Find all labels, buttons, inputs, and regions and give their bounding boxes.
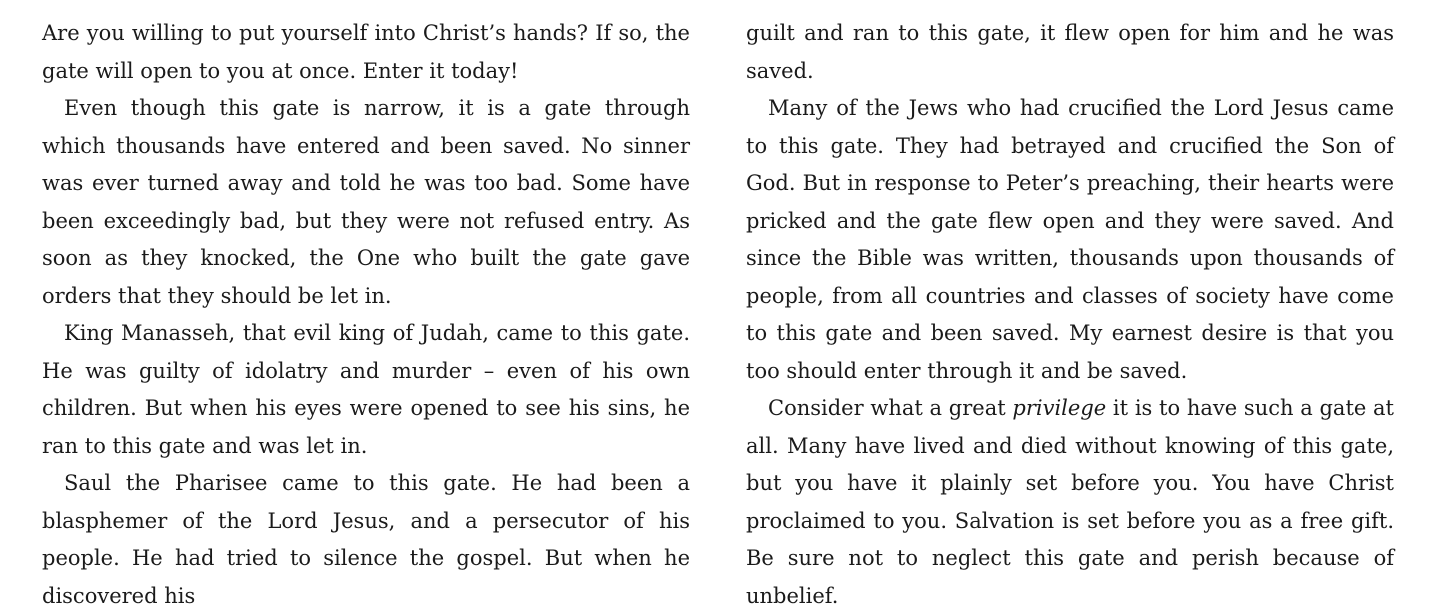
paragraph: guilt and ran to this gate, it flew open for him and he was saved. (746, 21, 1394, 83)
left-column (42, 15, 690, 615)
paragraph (746, 390, 1394, 615)
paragraph: King Manasseh, that evil king of Judah, came to this gate. He was guilty of idolatry and murder – even of his own children. But when his eyes were opened to see his sins, he ran to this gate and was let in. (42, 321, 690, 458)
book-page (42, 15, 1394, 615)
paragraph-text: Consider what a great (768, 396, 1013, 420)
right-column (746, 15, 1394, 615)
emphasized-word: privilege (1012, 396, 1107, 420)
paragraph-text: it is to have such a gate at all. Many have lived and died without knowing of this gate, but you have it plainly set before you. You have Christ proclaimed to you. Salvation is set before you as a free gift. Be sure not to neglect this gate and perish because of unbelief. (746, 396, 1394, 608)
paragraph: Saul the Pharisee came to this gate. He had been a blasphemer of the Lord Jesus, and a persecutor of his people. He had tried to silence the gospel. But when he discovered his (42, 471, 690, 608)
paragraph: Many of the Jews who had crucified the Lord Jesus came to this gate. They had betrayed and crucified the Son of God. But in response to Peter’s preaching, their hearts were pricked and the gate flew open and they were saved. And since the Bible was written, thousands upon thousands of people, from all countries and classes of society have come to this gate and been saved. My earnest desire is that you too should enter through it and be saved. (746, 96, 1394, 383)
paragraph: Even though this gate is narrow, it is a gate through which thousands have entered and been saved. No sinner was ever turned away and told he was too bad. Some have been exceedingly bad, but they were not refused entry. As soon as they knocked, the One who built the gate gave orders that they should be let in. (42, 96, 690, 308)
paragraph: Are you willing to put yourself into Christ’s hands? If so, the gate will open to you at once. Enter it today! (42, 21, 690, 83)
